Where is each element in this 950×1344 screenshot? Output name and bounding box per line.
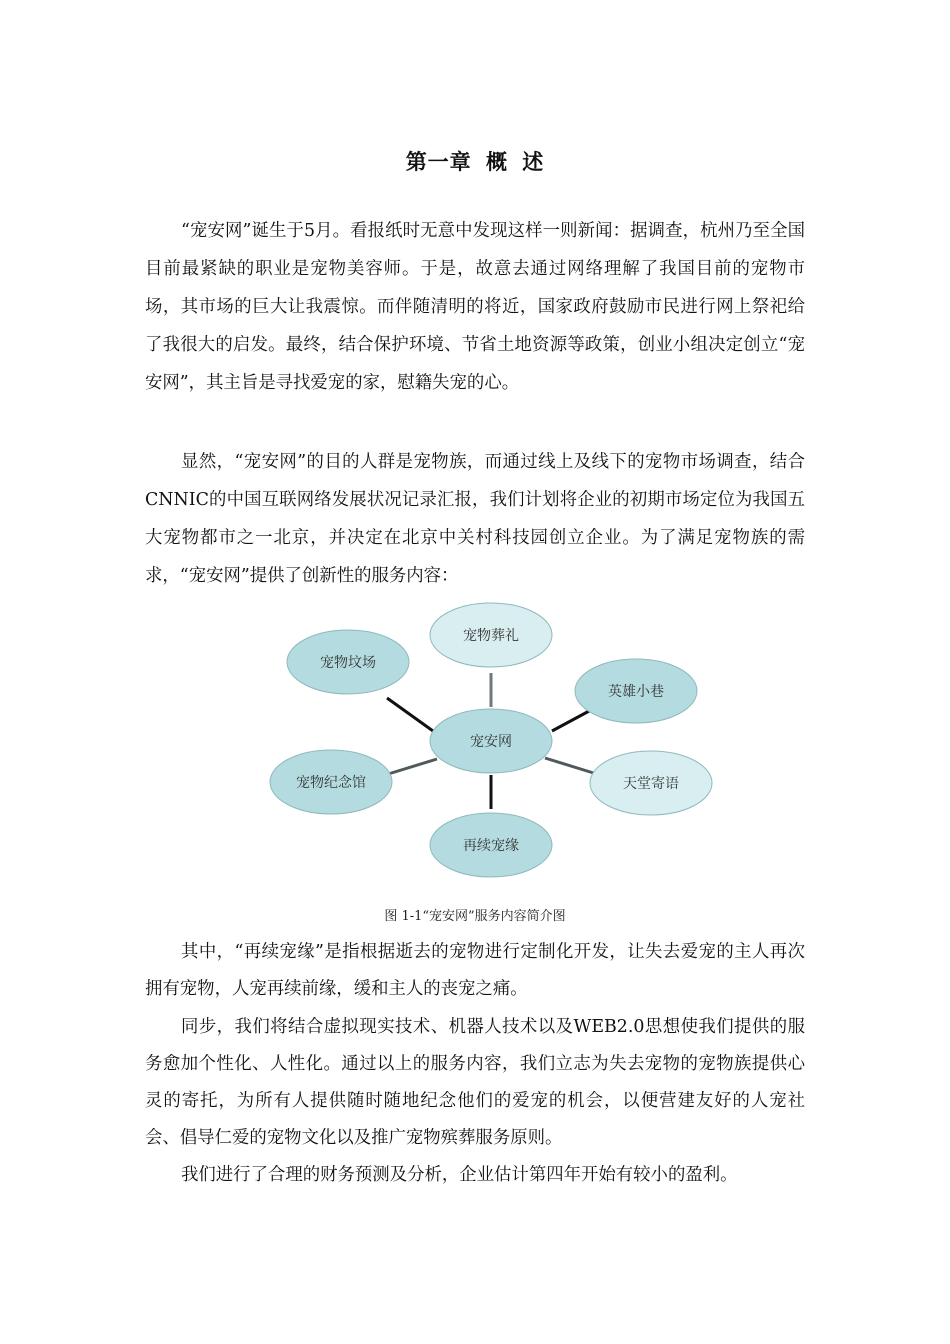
- connector-hero-lane: [552, 710, 591, 731]
- chapter-title: 第一章 概 述: [405, 150, 545, 174]
- node-heaven-letters-label: 天堂寄语: [623, 776, 679, 792]
- node-memorial-hall: [270, 750, 392, 814]
- connector-heaven-letters: [545, 758, 600, 775]
- node-funeral: [430, 603, 552, 667]
- figure-caption: 图 1-1“宠安网”服务内容简介图: [384, 909, 566, 924]
- node-center: [430, 709, 552, 773]
- node-continue-bond: [430, 813, 552, 877]
- node-cemetery-label: 宠物坟场: [320, 655, 376, 671]
- node-hero-lane-label: 英雄小巷: [608, 684, 664, 700]
- paragraph-continue-bond: 其中，“再续宠缘”是指根据逝去的宠物进行定制化开发，让失去爱宠的主人再次拥有宠物，人宠再续前缘，缓和主人的丧宠之痛。: [145, 942, 805, 999]
- node-hero-lane: [575, 659, 697, 723]
- connector-memorial-hall: [385, 759, 437, 775]
- node-memorial-hall-label: 宠物纪念馆: [296, 775, 366, 791]
- connector-cemetery: [387, 698, 433, 731]
- service-diagram: [255, 595, 725, 895]
- paragraph-market: 显然，“宠安网”的目的人群是宠物族，而通过线上及线下的宠物市场调查，结合CNNIC的中国互联网络发展状况记录汇报，我们计划将企业的初期市场定位为我国五大宠物都市之一北京，并决定在北京中关村科技园创立企业。为了满足宠物族的需求，“宠安网”提供了创新性的服务内容：: [145, 452, 805, 586]
- service-diagram-svg: [255, 595, 725, 895]
- paragraph-finance: 我们进行了合理的财务预测及分析，企业估计第四年开始有较小的盈利。: [181, 1165, 738, 1185]
- node-center-label: 宠安网: [470, 734, 512, 750]
- paragraph-origin: “宠安网”诞生于5月。看报纸时无意中发现这样一则新闻：据调查，杭州乃至全国目前最紧缺的职业是宠物美容师。于是，故意去通过网络理解了我国目前的宠物市场，其市场的巨大让我震惊。而伴随清明的将近，国家政府鼓励市民进行网上祭祀给了我很大的启发。最终，结合保护环境、节省土地资源等政策，创业小组决定创立“宠安网”，其主旨是寻找爱宠的家，慰籍失宠的心。: [145, 221, 805, 393]
- node-funeral-label: 宠物葬礼: [463, 628, 519, 644]
- node-cemetery: [287, 630, 409, 694]
- node-heaven-letters: [590, 751, 712, 815]
- paragraph-technology: 同步，我们将结合虚拟现实技术、机器人技术以及WEB2.0思想使我们提供的服务愈加个性化、人性化。通过以上的服务内容，我们立志为失去宠物的宠物族提供心灵的寄托，为所有人提供随时随地纪念他们的爱宠的机会，以便营建友好的人宠社会、倡导仁爱的宠物文化以及推广宠物殡葬服务原则。: [145, 1017, 805, 1148]
- node-continue-bond-label: 再续宠缘: [463, 838, 519, 854]
